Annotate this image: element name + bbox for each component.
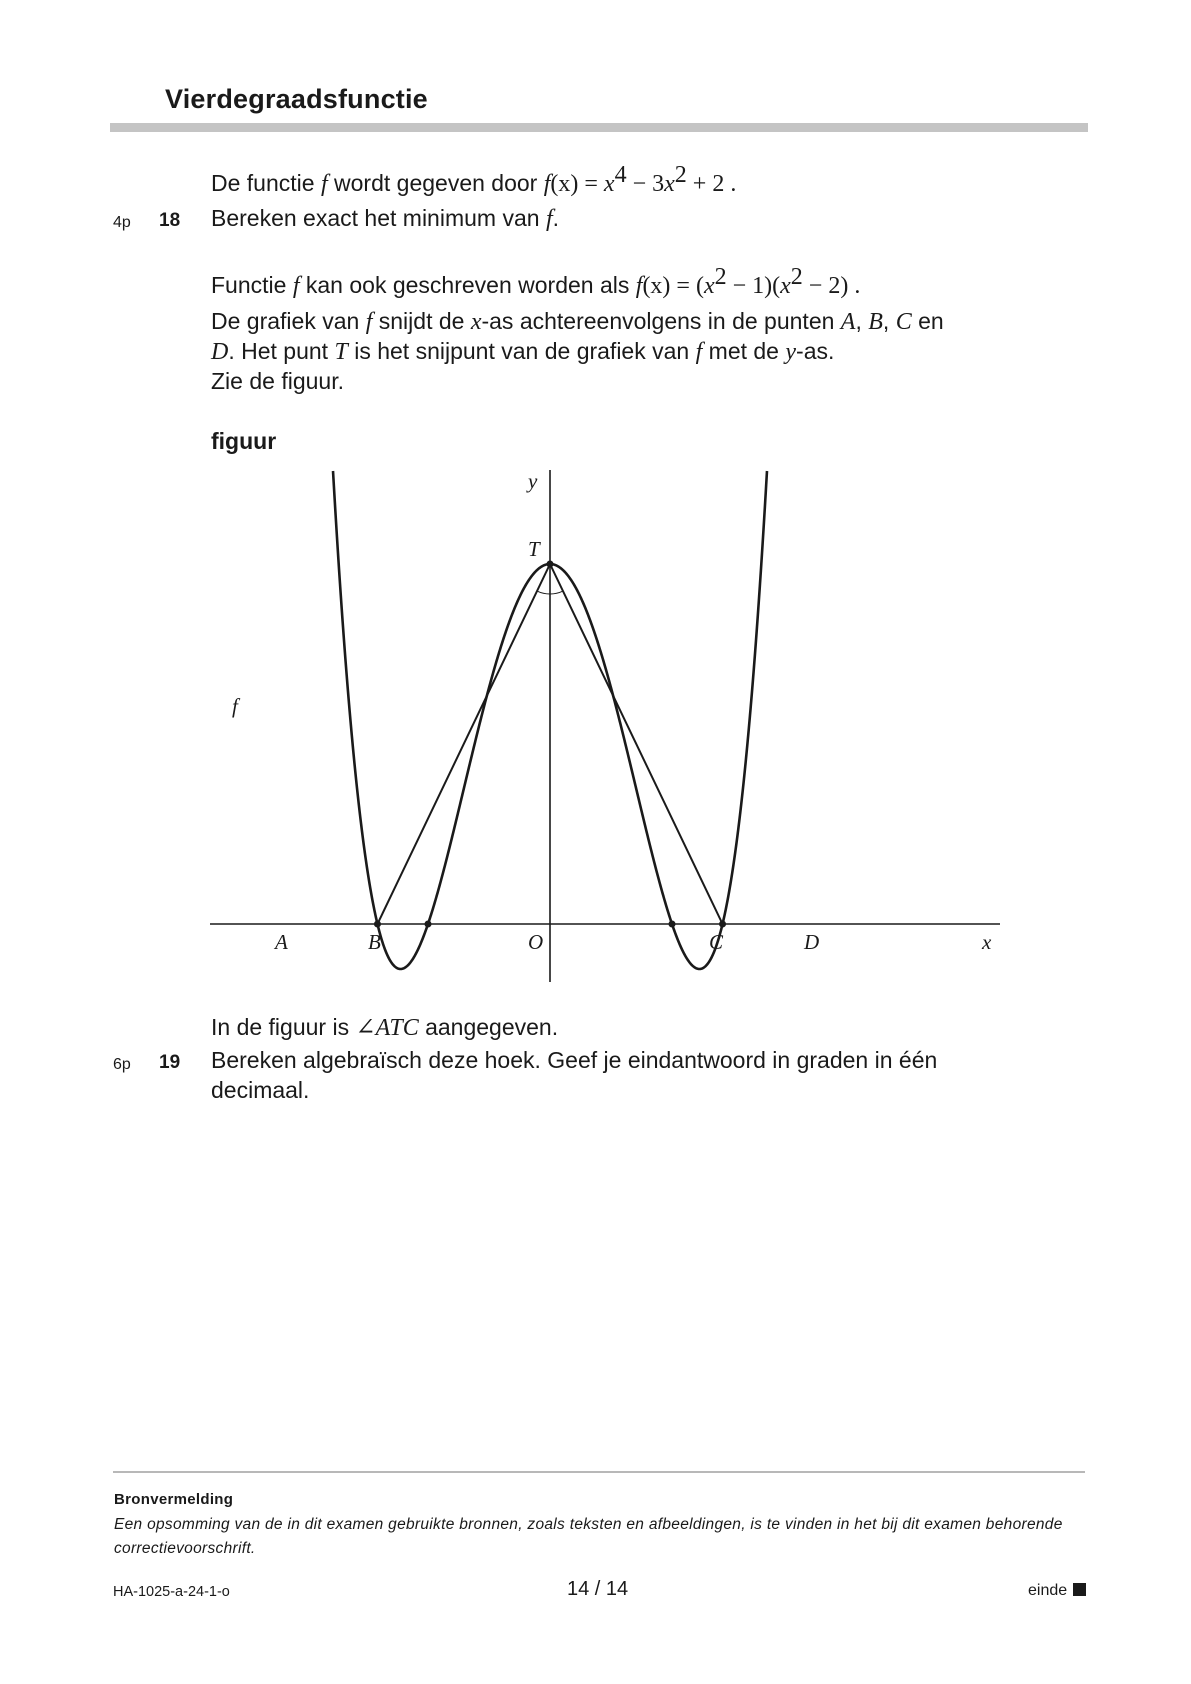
l2-c: C (895, 309, 912, 335)
point-T (547, 561, 554, 568)
after-post: aangegeven. (418, 1014, 559, 1040)
question-19-number: 19 (159, 1052, 181, 1073)
formula-dot: . (724, 171, 737, 197)
question-18-text (211, 203, 559, 234)
point-C (719, 921, 726, 928)
after-figure-line (211, 1012, 558, 1043)
page-number: 14 / 14 (567, 1578, 629, 1600)
angle-ATC: ∠ATC (355, 1015, 419, 1041)
question-18-points: 4p (113, 214, 131, 231)
p2-f: f (292, 273, 300, 299)
formula-x2: x (664, 171, 675, 197)
para2-line2 (211, 306, 944, 337)
label-O: O (528, 930, 544, 954)
formula-exp2: 2 (674, 162, 687, 188)
q18-post: . (552, 205, 559, 231)
l2-c1: , (855, 308, 869, 334)
l3-y: y (785, 339, 797, 365)
formula-arg: (x) (550, 171, 579, 197)
p2-form-e1: 2 (714, 264, 727, 290)
line-TA (377, 564, 550, 924)
formula-exp4: 4 (614, 162, 627, 188)
l2-mid: snijdt de (372, 308, 471, 334)
p2-pre: Functie (211, 272, 293, 298)
p2-form-x2: x (780, 273, 791, 299)
formula-lhs: f (543, 171, 551, 197)
formula-term3: + 2 (686, 171, 725, 197)
l2-pre: De grafiek van (211, 308, 366, 334)
intro-f: f (320, 171, 328, 197)
page-title: Vierdegraadsfunctie (165, 84, 428, 114)
function-graph (200, 462, 1020, 992)
formula-term2: − 3 (626, 171, 665, 197)
point-D (669, 921, 676, 928)
l2-x: x (470, 309, 482, 335)
label-D: D (804, 930, 820, 954)
point-A (374, 921, 381, 928)
para2-line4: Zie de figuur. (211, 368, 344, 394)
p2-form-eq: = ( (670, 273, 704, 299)
end-marker (1028, 1582, 1086, 1600)
point-B (425, 921, 432, 928)
line-TC (550, 564, 723, 924)
footer-heading: Bronvermelding (114, 1491, 234, 1508)
exam-code: HA-1025-a-24-1-o (113, 1584, 230, 1600)
intro-line (211, 162, 737, 199)
graph-geometry (210, 470, 1000, 982)
l2-a: A (840, 309, 856, 335)
l2-end: en (911, 308, 944, 334)
footer-divider (113, 1471, 1085, 1473)
l3-mid2: is het snijpunt van de grafiek van (347, 338, 696, 364)
end-square-icon (1073, 1583, 1086, 1596)
l3-mid3: met de (702, 338, 786, 364)
p2-form-m2: − 2) . (802, 273, 861, 299)
label-B: B (368, 930, 381, 954)
after-pre: In de figuur is (211, 1014, 356, 1040)
l3-end: -as. (796, 338, 835, 364)
intro-pre: De functie (211, 170, 321, 196)
label-T: T (528, 537, 540, 561)
figure-label: figuur (211, 428, 277, 454)
p2-mid: kan ook geschreven worden als (299, 272, 636, 298)
l2-b: B (868, 309, 883, 335)
p2-form-arg: (x) (642, 273, 671, 299)
p2-form-m1: − 1)( (726, 273, 781, 299)
label-y: y (528, 469, 538, 493)
para2-line3 (211, 336, 834, 367)
title-divider (110, 123, 1088, 132)
question-18-number: 18 (159, 210, 181, 231)
p2-form-f: f (635, 273, 643, 299)
p2-form-x1: x (703, 273, 715, 299)
footer-text: Een opsomming van de in dit examen gebruikte bronnen, zoals teksten en afbeeldingen, is te vinden in het bij dit examen behorende correctievoorschrift. (114, 1516, 1063, 1557)
label-f: f (232, 694, 238, 718)
end-label: einde (1028, 1582, 1068, 1599)
intro-mid: wordt gegeven door (327, 170, 544, 196)
label-x: x (982, 930, 992, 954)
l2-mid2: -as achtereenvolgens in de punten (481, 308, 841, 334)
formula-x1: x (603, 171, 615, 197)
question-19-points: 6p (113, 1056, 131, 1073)
question-19-line1: Bereken algebraïsch deze hoek. Geef je eindantwoord in graden in één (211, 1047, 938, 1073)
l3-d: D (211, 339, 229, 365)
l3-f: f (695, 339, 703, 365)
para2-line1 (211, 264, 861, 301)
label-A: A (275, 930, 288, 954)
formula-eq: = (578, 171, 604, 197)
q18-f: f (545, 206, 553, 232)
q18-pre: Bereken exact het minimum van (211, 205, 546, 231)
question-19-line2: decimaal. (211, 1077, 310, 1103)
label-C: C (709, 930, 724, 954)
l3-mid: . Het punt (228, 338, 335, 364)
l2-c2: , (882, 308, 896, 334)
l3-t: T (334, 339, 348, 365)
l2-f: f (365, 309, 373, 335)
p2-form-e2: 2 (790, 264, 803, 290)
